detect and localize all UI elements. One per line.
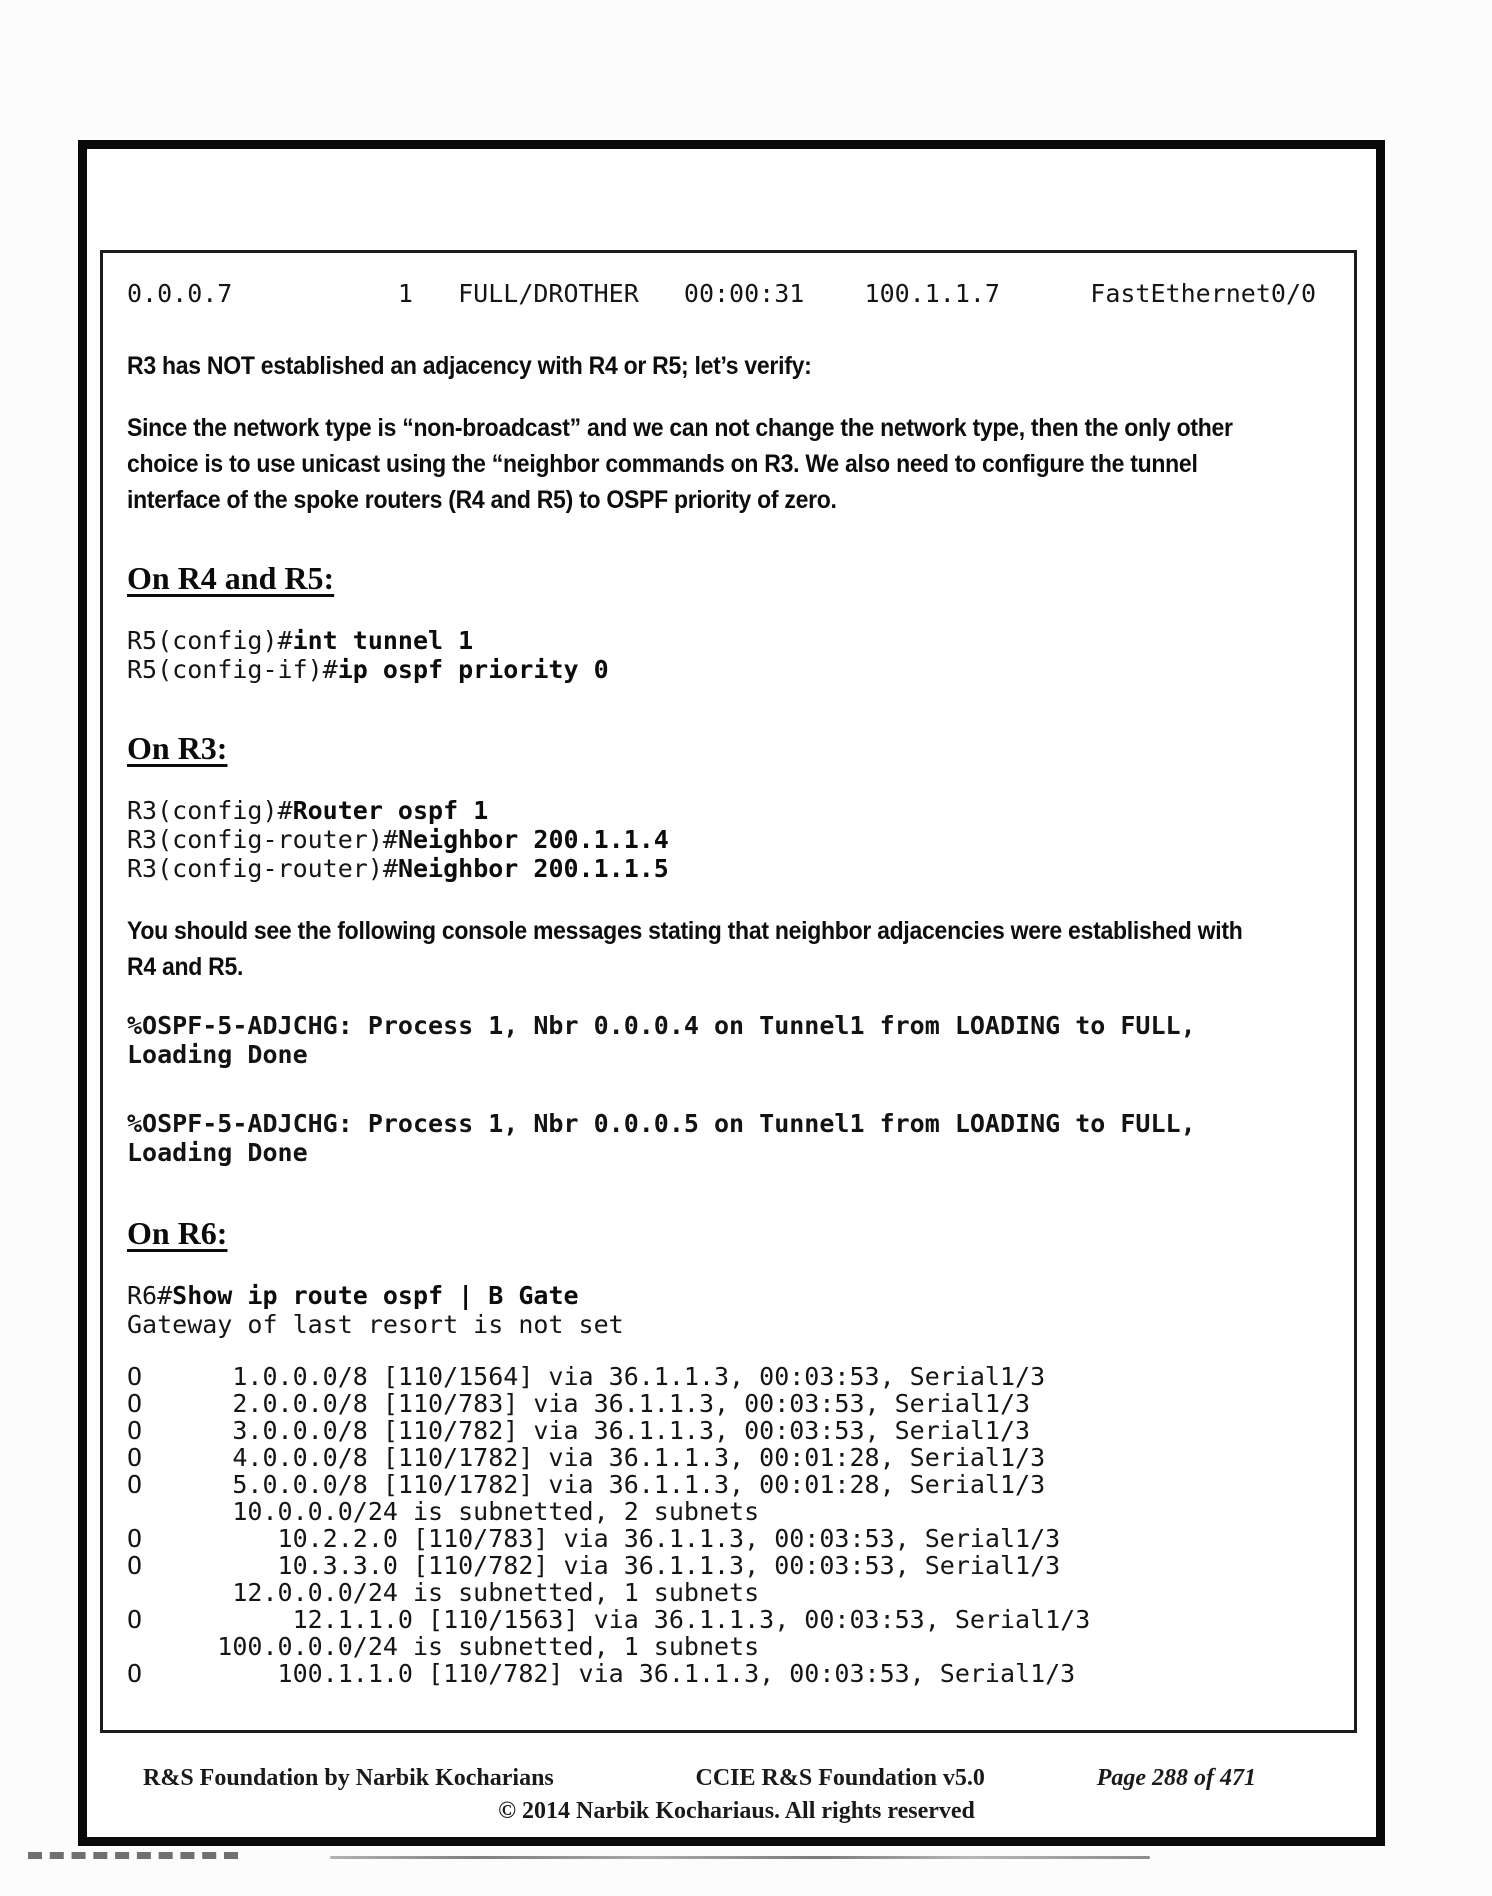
- verify-statement: R3 has NOT established an adjacency with R4 or R5; let’s verify:: [127, 352, 812, 380]
- explanation-line: choice is to use unicast using the “neighbor commands on R3. We also need to configure the tunnel: [127, 450, 1198, 478]
- cli-prompt: R5(config)#: [127, 626, 293, 655]
- cli-prompt: R3(config-router)#: [127, 825, 398, 854]
- cli-prompt: R6#: [127, 1281, 173, 1310]
- cli-prompt: R3(config-router)#: [127, 854, 398, 883]
- route-line: O 5.0.0.0/8 [110/1782] via 36.1.1.3, 00:01:28, Serial1/3: [127, 1470, 1046, 1499]
- scan-artifact-dashes: [28, 1852, 238, 1867]
- ospf-neighbor-row: 0.0.0.7 1 FULL/DROTHER 00:00:31 100.1.1.7 FastEthernet0/0: [127, 279, 1317, 308]
- route-line: O 2.0.0.0/8 [110/783] via 36.1.1.3, 00:03:53, Serial1/3: [127, 1389, 1031, 1418]
- cli-line: [127, 1281, 1332, 1310]
- route-line: O 10.2.2.0 [110/783] via 36.1.1.3, 00:03:53, Serial1/3: [127, 1524, 1061, 1553]
- cli-prompt: R3(config)#: [127, 796, 293, 825]
- footer-page-number: Page 288 of 471: [1096, 1765, 1256, 1791]
- route-line: O 10.3.3.0 [110/782] via 36.1.1.3, 00:03:53, Serial1/3: [127, 1551, 1061, 1580]
- route-table: [127, 1363, 1332, 1687]
- cli-command: Neighbor 200.1.1.5: [397, 854, 669, 883]
- page-border: [78, 140, 1385, 1846]
- cli-command: ip ospf priority 0: [337, 655, 609, 684]
- console-message-line: %OSPF-5-ADJCHG: Process 1, Nbr 0.0.0.4 on Tunnel1 from LOADING to FULL,: [127, 1011, 1196, 1040]
- heading-on-r6: On R6:: [127, 1215, 228, 1251]
- route-line: O 1.0.0.0/8 [110/1564] via 36.1.1.3, 00:03:53, Serial1/3: [127, 1362, 1046, 1391]
- cli-command: Router ospf 1: [292, 796, 489, 825]
- cli-command: Neighbor 200.1.1.4: [397, 825, 669, 854]
- adjchg-message-1: [127, 1011, 1332, 1069]
- console-message-line: Loading Done: [127, 1040, 308, 1069]
- console-note-line: R4 and R5.: [127, 953, 244, 981]
- console-note-line: You should see the following console messages stating that neighbor adjacencies were established with: [127, 917, 1243, 945]
- r5-config-block: [127, 626, 1332, 684]
- cli-prompt: R5(config-if)#: [127, 655, 338, 684]
- console-note-paragraph: [127, 913, 1332, 985]
- r3-config-block: [127, 796, 1332, 883]
- cli-line: [127, 626, 1332, 655]
- page-footer: [87, 1765, 1376, 1825]
- adjchg-message-2: [127, 1109, 1332, 1167]
- r6-show-block: [127, 1281, 1332, 1339]
- explanation-paragraph: [127, 410, 1332, 518]
- content-box: [100, 250, 1357, 1733]
- console-message-line: %OSPF-5-ADJCHG: Process 1, Nbr 0.0.0.5 on Tunnel1 from LOADING to FULL,: [127, 1109, 1196, 1138]
- footer-copyright: © 2014 Narbik Kochariaus. All rights reserved: [498, 1798, 975, 1824]
- route-line: O 12.1.1.0 [110/1563] via 36.1.1.3, 00:03:53, Serial1/3: [127, 1605, 1091, 1634]
- route-line: O 4.0.0.0/8 [110/1782] via 36.1.1.3, 00:01:28, Serial1/3: [127, 1443, 1046, 1472]
- explanation-line: Since the network type is “non-broadcast” and we can not change the network type, then the only other: [127, 414, 1233, 442]
- cli-command: Show ip route ospf | B Gate: [172, 1281, 579, 1310]
- route-line: 100.0.0.0/24 is subnetted, 1 subnets: [127, 1632, 760, 1661]
- scan-artifact-line: [330, 1856, 1150, 1859]
- cli-output-line: Gateway of last resort is not set: [127, 1310, 624, 1339]
- cli-line: [127, 796, 1332, 825]
- route-line: O 3.0.0.0/8 [110/782] via 36.1.1.3, 00:03:53, Serial1/3: [127, 1416, 1031, 1445]
- explanation-line: interface of the spoke routers (R4 and R5) to OSPF priority of zero.: [127, 486, 837, 514]
- cli-line: [127, 655, 1332, 684]
- heading-on-r4-and-r5: On R4 and R5:: [127, 560, 335, 596]
- cli-line: [127, 825, 1332, 854]
- cli-line: [127, 854, 1332, 883]
- route-line: 10.0.0.0/24 is subnetted, 2 subnets: [127, 1497, 760, 1526]
- cli-command: int tunnel 1: [292, 626, 474, 655]
- footer-author: R&S Foundation by Narbik Kocharians: [143, 1765, 554, 1791]
- route-line: 12.0.0.0/24 is subnetted, 1 subnets: [127, 1578, 760, 1607]
- footer-title: CCIE R&S Foundation v5.0: [695, 1765, 985, 1791]
- route-line: O 100.1.1.0 [110/782] via 36.1.1.3, 00:03:53, Serial1/3: [127, 1659, 1076, 1688]
- heading-on-r3: On R3:: [127, 730, 228, 766]
- console-message-line: Loading Done: [127, 1138, 308, 1167]
